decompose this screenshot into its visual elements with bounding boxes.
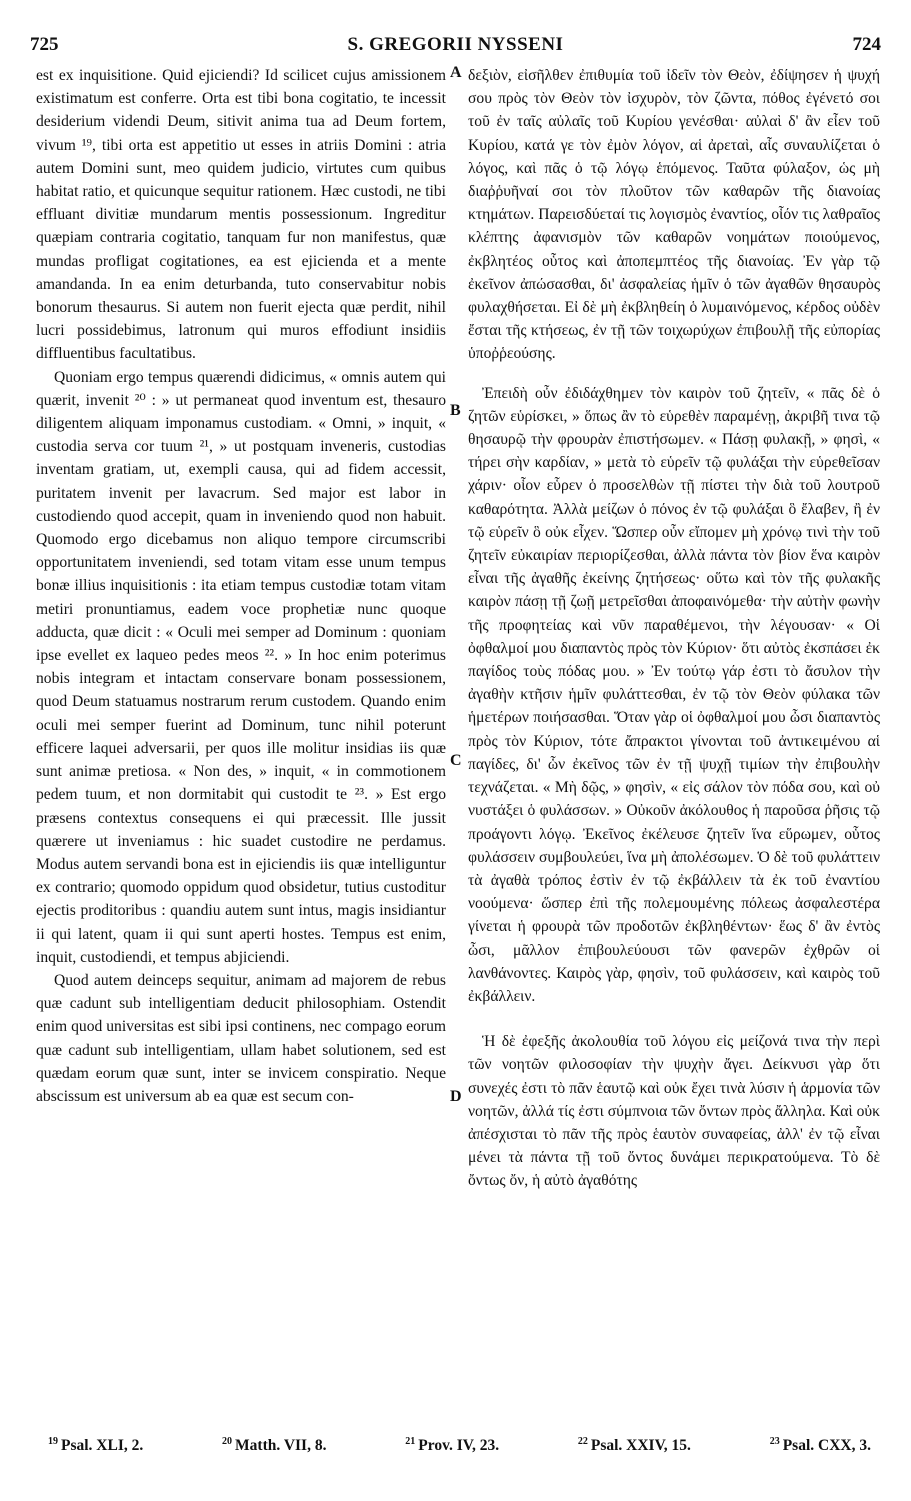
latin-paragraph-3: Quod autem deinceps sequitur, animam ad majorem de rebus quæ cadunt sub intelligentiam deducit philosophiam. Ostendit enim quod universitas est sibi ipsi continens, nec compago eorum quæ cadunt sub intelligentiam, ullam habet solutionem, sed est quædam eorum quæ sunt, inter se invicem conspiratio. Neque abscissum est universum ab ea quæ est secum con-: [36, 971, 446, 1105]
footnote: $^{20}$ Matth. VII, 8.: [222, 1436, 327, 1455]
latin-column: [36, 64, 446, 1108]
greek-paragraph-2: Ἐπειδὴ οὖν ἐδιδάχθημεν τὸν καιρὸν τοῦ ζητεῖν, « πᾶς δὲ ὁ ζητῶν εὑρίσκει, » ὅπως ἂν τὸ εὑρεθὲν παραμένῃ, ἀκριβῆ τινα τῷ θησαυρῷ τὴν φρουρὰν ἐπιστήσωμεν. « Πάσῃ φυλακῇ, » φησὶ, « τήρει σὴν καρδίαν, » μετὰ τὸ εὑρεῖν τῷ φυλάξαι τὴν εὑρεθεῖσαν χάριν· οἷον εὗρεν ὁ προσελθὼν τῇ πίστει τὴν διὰ τοῦ λουτροῦ καθαρότητα. Ἀλλὰ μείζων ὁ πόνος ἐν τῷ φυλάξαι ὃ ἔλαβεν, ἢ ἐν τῷ εὑρεῖν ὃ οὐκ εἶχεν. Ὥσπερ οὖν εἴπομεν μὴ χρόνῳ τινὶ τὴν τοῦ ζητεῖν εὐκαιρίαν περιορίζεσθαι, ἀλλὰ πάντα τὸν βίον ἕνα καιρὸν εἶναι τῆς ἀγαθῆς ἐκείνης ζητήσεως· οὕτω καὶ τὸν τῆς φυλακῆς καιρὸν πάσῃ τῇ ζωῇ μετρεῖσθαι ἀποφαινόμεθα· τὴν αὐτὴν φωνὴν τῆς προφητείας καὶ νῦν παραθέμενοι, τὴν λέγουσαν· « Οἱ ὀφθαλμοί μου διαπαντὸς πρὸς τὸν Κύριον· ὅτι αὐτὸς ἐκσπάσει ἐκ παγίδος τοὺς πόδας μου. » Ἐν τούτῳ γάρ ἐστι τὸ ἄσυλον τὴν ἀγαθὴν κτῆσιν ἡμῖν φυλάττεσθαι, ἐν τῷ τὸν Θεὸν φύλακα τῶν ἡμετέρων ποιήσασθαι. Ὅταν γὰρ οἱ ὀφθαλμοί μου ὦσι διαπαντὸς πρὸς τὸν Κύριον, τότε ἄπρακτοι γίνονται τοῦ ἀντικειμένου αἱ παγίδες, δι' ὧν ἐκεῖνος τῶν ἐν τῇ ψυχῇ τιμίων τὴν ἐπιβουλὴν τεχνάζεται. « Μὴ δῷς, » φησὶν, « εἰς σάλον τὸν πόδα σου, καὶ οὐ νυστάξει ὁ φυλάσσων. » Οὐκοῦν ἀκόλουθος ἡ παροῦσα ῥῆσις τῷ προάγοντι λόγῳ. Ἐκεῖνος ἐκέλευσε ζητεῖν ἵνα εὕρωμεν, οὗτος φυλάσσειν συμβουλεύει, ἵνα μὴ ἀπολέσωμεν. Ὁ δὲ τοῦ φυλάττειν τὰ ἀγαθὰ τρόπος ἐστὶν ἐν τῷ ἐκβάλλειν τὰ ἐκ τοῦ ἐναντίου νοούμενα· ὥσπερ ἐπὶ τῆς πολεμουμένης πόλεως ἀσφαλεστέρα γίνεται ἡ φρουρὰ τῶν προδοτῶν ἐκβληθέντων· ἕως δ' ἂν ἐντὸς ὦσι, μᾶλλον ἐπιβουλεύουσι τῶν φανερῶν ἐχθρῶν οἱ λανθάνοντες. Καιρὸς γὰρ, φησὶν, τοῦ φυλάσσειν, καὶ καιρὸς τοῦ ἐκβάλλειν.: [468, 384, 880, 1005]
margin-marker-a: A: [450, 64, 462, 81]
margin-marker-d: D: [450, 1088, 462, 1105]
greek-paragraph-1: δεξιὸν, εἰσῆλθεν ἐπιθυμία τοῦ ἰδεῖν τὸν Θεὸν, ἐδίψησεν ἡ ψυχή σου πρὸς τὸν Θεὸν τὸν ἰσχυρὸν, τὸν ζῶντα, πόθος ἐγένετό σοι τοῦ ἐν ταῖς αὐλαῖς τοῦ Κυρίου γενέσθαι· αὐλαὶ δ' ἂν εἶεν τοῦ Κυρίου, κατά γε τὸν ἐμὸν λόγον, αἱ ἀρεταὶ, αἷς συναυλίζεται ὁ λόγος, καὶ πᾶς ὁ τῷ λόγῳ ἑπόμενος. Ταῦτα φύλαξον, ὡς μὴ διαῤῥυῆναί σοι τὸν πλοῦτον τῶν καθαρῶν τῆς διανοίας κτημάτων. Παρεισδύεταί τις λογισμὸς ἐναντίος, οἷόν τις λαθραῖος κλέπτης ἀφανισμὸν τῶν καθαρῶν νοημάτων ποιούμενος, ἐκβλητέος οὗτος καὶ ἀποπεμπτέος τῆς διανοίας. Ἐν γὰρ τῷ ἐκεῖνον ἀπώσασθαι, δι' ἀσφαλείας ἡμῖν ὁ τῶν ἀγαθῶν θησαυρὸς φυλαχθήσεται. Εἰ δὲ μὴ ἐκβληθείη ὁ λυμαινόμενος, κέρδος οὐδὲν ἔσται τῆς κτήσεως, ἐν τῇ τῶν τοιχωρύχων ἐπιβουλῇ τῆς εὐπορίας ὑποῤῥεούσης.: [468, 67, 880, 363]
footnote: $^{21}$ Prov. IV, 23.: [405, 1436, 500, 1455]
running-title: S. GREGORII NYSSENI: [347, 34, 564, 55]
footnote: $^{22}$ Psal. XXIV, 15.: [577, 1436, 691, 1455]
footnotes: [48, 1436, 871, 1455]
page-number-right: 724: [852, 34, 881, 55]
margin-marker-c: C: [450, 752, 462, 769]
greek-paragraph-3: Ἡ δὲ ἐφεξῆς ἀκολουθία τοῦ λόγου εἰς μείζονά τινα τὴν περὶ τῶν νοητῶν φιλοσοφίαν τὴν ψυχὴν ἄγει. Δείκνυσι γὰρ ὅτι συνεχές ἐστι τὸ πᾶν ἑαυτῷ καὶ οὐκ ἔχει τινὰ λύσιν ἡ ἁρμονία τῶν νοητῶν, ἀλλά τίς ἐστι σύμπνοια τῶν ὄντων πρὸς ἄλληλα. Καὶ οὐκ ἀπέσχισται τὸ πᾶν τῆς πρὸς ἑαυτὸν συναφείας, ἀλλ' ἐν τῷ εἶναι μένει τὰ πάντα τῇ τοῦ ὄντος δυνάμει περικρατούμενα. Τὸ δὲ ὄντως ὄν, ἡ αὐτὸ ἀγαθότης: [468, 1033, 880, 1190]
footnote: $^{19}$ Psal. XLI, 2.: [48, 1436, 144, 1455]
page-header: [30, 34, 881, 58]
margin-marker-b: B: [450, 402, 461, 419]
latin-paragraph-2: Quoniam ergo tempus quærendi didicimus, « omnis autem qui quærit, invenit ²⁰ : » ut permaneat quod inventum est, thesauro diligentem aliquam imponamus custodiam. « Omni, » inquit, « custodia serva cor tuum ²¹, » ut postquam inveneris, custodias inventam gratiam, ut, exempli causa, qui ad fidem accessit, puritatem invenit per lavacrum. Sed major est labor in custodiendo quod accepit, quam in inveniendo quod non habuit. Quomodo ergo dicebamus non aliquo tempore circumscribi opportunitatem inveniendi, sed totam vitam esse unum tempus bonæ illius inquisitionis : ita etiam tempus custodiæ totam vitam metiri pronuntiamus, eadem voce prophetiæ nunc quoque adducta, quæ dicit : « Oculi mei semper ad Dominum : quoniam ipse evellet ex laqueo pedes meos ²². » In hoc enim poterimus nobis integram et intactam conservare bonam possessionem, quod Deum statuamus nostrarum rerum custodem. Quando enim oculi mei semper fuerint ad Dominum, tunc nihil poterunt efficere laquei adversarii, per quos ille molitur insidias iis quæ sunt animæ pretiosa. « Non des, » inquit, « in commotionem pedem tuum, et non dormitabit qui custodit te ²³. » Est ergo præsens contextus consequens ei qui præcessit. Ille jussit quærere ut inveniamus : hic suadet custodire ne perdamus. Modus autem servandi bona est in ejiciendis iis quæ intelliguntur ex contrario; quomodo oppidum quod obsidetur, tutius custoditur ejectis proditoribus : quandiu autem sunt intus, magis insidiantur ii qui latent, quam ii qui sunt aperti hostes. Tempus est enim, inquit, custodiendi, et tempus abjiciendi.: [36, 368, 446, 966]
latin-paragraph-1: est ex inquisitione. Quid ejiciendi? Id scilicet cujus amissionem existimatum est conferre. Orta est tibi bona cogitatio, te incessit desiderium videndi Deum, sitivit anima tua ad Deum fortem, vivum ¹⁹, tibi orta est appetitio ut esses in atriis Domini : atria autem Domini sunt, meo quidem judicio, virtutes cum quibus habitat ratio, et quicunque sequitur rationem. Hæc custodi, ne tibi effluant divitiæ mundarum mentis possessionum. Ingreditur quæpiam contraria cogitatio, tanquam fur non manifestus, quæ mundas profligat cogitationes, ea est ejicienda et a mente amandanda. In ea enim deturbanda, tuto conservabitur nobis bonorum thesaurus. Si autem non fuerit ejecta quæ perdit, nihil lucri possidebimus, latronum qui muros effodiunt insidiis diffluentibus facultatibus.: [36, 67, 446, 363]
footnote: $^{23}$ Psal. CXX, 3.: [769, 1436, 871, 1455]
page-number-left: 725: [30, 34, 59, 55]
greek-column: [468, 64, 880, 1193]
